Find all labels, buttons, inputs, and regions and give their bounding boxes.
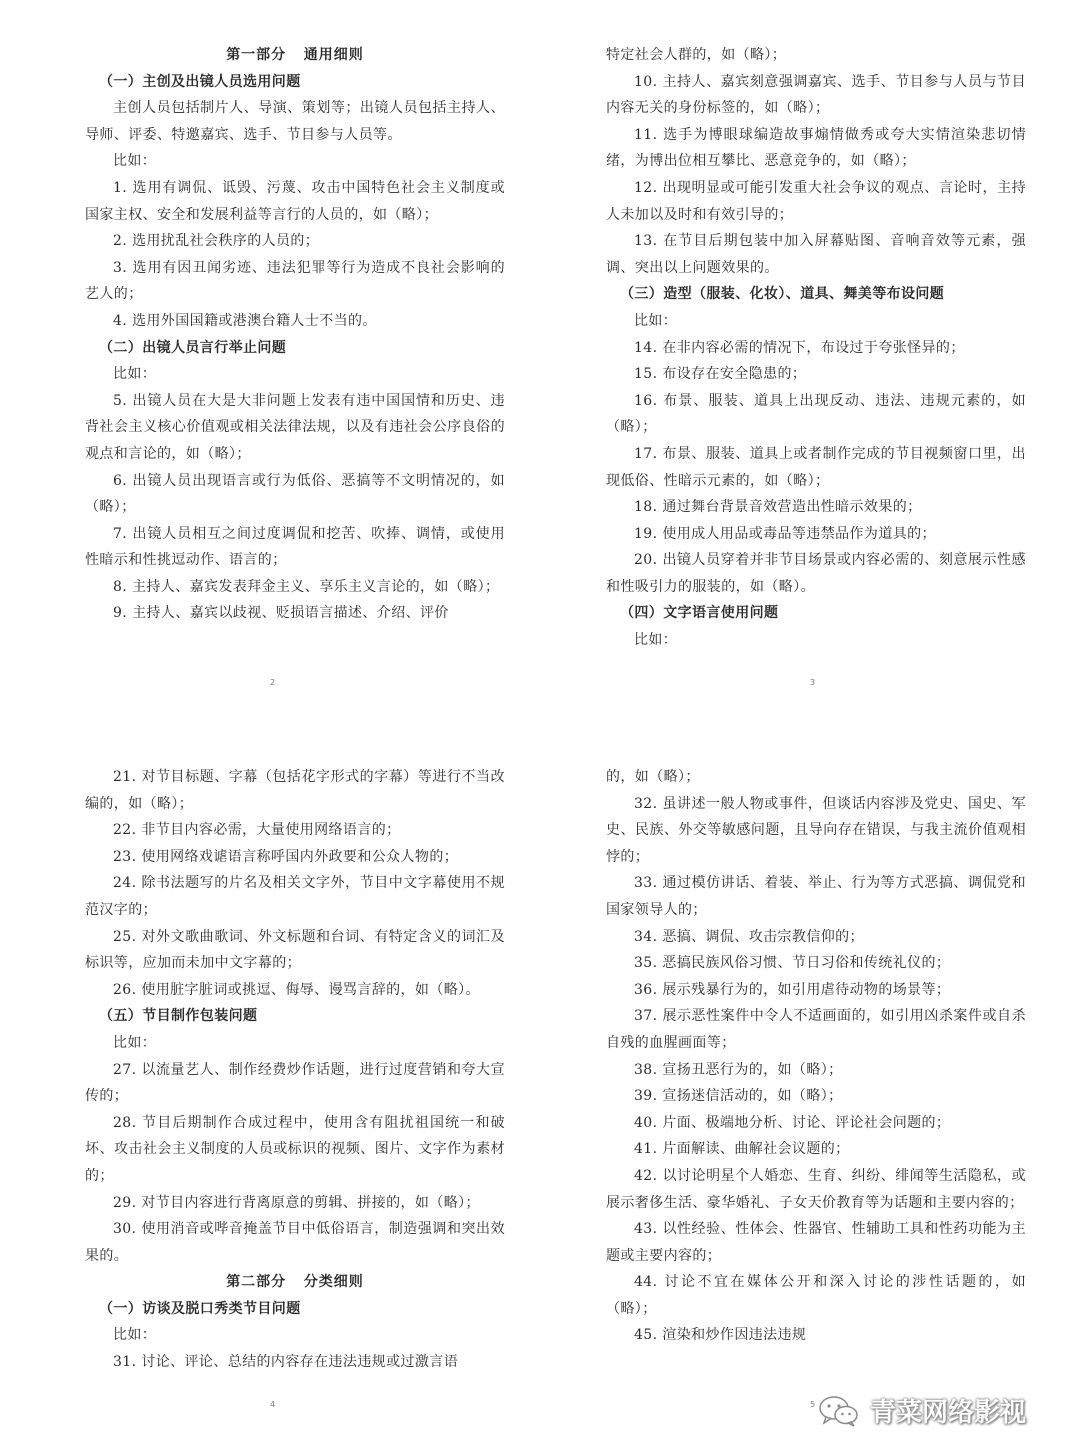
paragraph: 25. 对外文歌曲歌词、外文标题和台词、有特定含义的词汇及标识等，应加而未加中文字幕的； (85, 928, 505, 972)
paragraph: 1. 选用有调侃、诋毁、污蔑、攻击中国特色社会主义制度或国家主权、安全和发展利益等言行的人员的，如（略）； (85, 179, 505, 223)
paragraph: 比如： (113, 1327, 157, 1344)
paragraph: 27. 以流量艺人、制作经费炒作话题，进行过度营销和夸大宣传的； (85, 1061, 505, 1105)
paragraph: 14. 在非内容必需的情况下，布设过于夸张怪异的； (634, 339, 965, 356)
paragraph: 主创人员包括制片人、导演、策划等；出镜人员包括主持人、导师、评委、特邀嘉宾、选手、节目参与人员等。 (85, 100, 505, 143)
paragraph: 38. 宣扬丑恶行为的，如（略）； (634, 1061, 843, 1078)
paragraph: 24. 除书法题写的片名及相关文字外，节目中文字幕使用不规范汉字的； (85, 875, 505, 918)
paragraph: 28. 节目后期制作合成过程中，使用含有阻扰祖国统一和破坏、攻击社会主义制度的人员或标识的视频、图片、文字作为素材的； (85, 1114, 505, 1184)
paragraph: 7. 出镜人员相互之间过度调侃和挖苦、吹捧、调情，或使用性暗示和性挑逗动作、语言的； (85, 525, 505, 569)
paragraph: 29. 对节目内容进行背离原意的剪辑、拼接的，如（略）； (113, 1194, 480, 1211)
paragraph: 42. 以讨论明星个人婚恋、生育、纠纷、绯闻等生活隐私，或展示奢侈生活、豪华婚礼、子女天价教育等为话题和主要内容的； (606, 1167, 1026, 1211)
section-heading: （二）出镜人员言行举止问题 (99, 339, 287, 356)
paragraph: 22. 非节目内容必需，大量使用网络语言的； (113, 822, 401, 839)
paragraph: 比如： (113, 1034, 157, 1051)
paragraph: 12. 出现明显或可能引发重大社会争议的观点、言论时，主持人未加以及时和有效引导的； (606, 179, 1026, 223)
paragraph: 33. 通过模仿讲话、着装、举止、行为等方式恶搞、调侃党和国家领导人的； (606, 875, 1026, 918)
paragraph: 31. 讨论、评论、总结的内容存在违法违规或过激言语 (113, 1354, 459, 1371)
paragraph: 36. 展示残暴行为的，如引用虐待动物的场景等； (634, 981, 951, 998)
paragraph: 40. 片面、极端地分析、讨论、评论社会问题的； (634, 1114, 951, 1131)
paragraph: 13. 在节目后期包装中加入屏幕贴图、音响音效等元素，强调、突出以上问题效果的。 (606, 233, 1026, 276)
paragraph: 比如： (634, 632, 678, 649)
paragraph: 32. 虽讲述一般人物或事件，但谈话内容涉及党史、国史、军史、民族、外交等敏感问题，且导向存在错误，与我主流价值观相悖的； (606, 795, 1026, 865)
paragraph: 17. 布景、服装、道具上或者制作完成的节目视频窗口里，出现低俗、性暗示元素的，如（略）； (606, 445, 1026, 489)
paragraph: 16. 布景、服装、道具上出现反动、违法、违规元素的，如（略）； (606, 392, 1026, 436)
paragraph: 34. 恶搞、调侃、攻击宗教信仰的； (634, 928, 864, 945)
paragraph: 2. 选用扰乱社会秩序的人员的； (113, 233, 320, 250)
paragraph: 15. 布设存在安全隐患的； (634, 366, 807, 383)
watermark-text: 青菜网络影视 (870, 1398, 1027, 1428)
paragraph: 9. 主持人、嘉宾以歧视、贬损语言描述、介绍、评价 (113, 605, 449, 622)
paragraph: 21. 对节目标题、字幕（包括花字形式的字幕）等进行不当改编的，如（略）； (85, 769, 505, 812)
paragraph: 39. 宣扬迷信活动的，如（略）； (634, 1088, 843, 1105)
paragraph: 8. 主持人、嘉宾发表拜金主义、享乐主义言论的，如（略）； (113, 578, 500, 595)
document-page-3 (606, 42, 1026, 654)
paragraph: 19. 使用成人用品或毒品等违禁品作为道具的； (634, 525, 936, 542)
paragraph: 44. 讨论不宜在媒体公开和深入讨论的涉性话题的，如（略）； (606, 1274, 1026, 1317)
paragraph: 30. 使用消音或哔音掩盖节目中低俗语言，制造强调和突出效果的。 (85, 1221, 505, 1264)
paragraph: 43. 以性经验、性体会、性器官、性辅助工具和性药功能为主题或主要内容的； (606, 1221, 1026, 1264)
page-number: 2 (270, 678, 276, 687)
wechat-icon (818, 1394, 860, 1428)
page-number: 3 (810, 678, 816, 687)
section-heading: （一）访谈及脱口秀类节目问题 (99, 1300, 301, 1317)
document-page-2 (85, 42, 505, 627)
paragraph: 比如： (634, 312, 678, 329)
paragraph: 的，如（略）； (606, 769, 700, 785)
section-heading: （五）节目制作包装问题 (99, 1008, 258, 1025)
paragraph: 6. 出镜人员出现语言或行为低俗、恶搞等不文明情况的，如（略）； (85, 472, 505, 516)
section-heading: （四）文字语言使用问题 (620, 605, 779, 622)
paragraph: 35. 恶搞民族风俗习惯、节日习俗和传统礼仪的； (634, 955, 951, 972)
page-number: 5 (810, 1400, 816, 1409)
paragraph: 20. 出镜人员穿着并非节目场景或内容必需的、刻意展示性感和性吸引力的服装的，如（略）。 (606, 552, 1026, 595)
paragraph: 26. 使用脏字脏词或挑逗、侮辱、谩骂言辞的，如（略）。 (113, 981, 480, 998)
paragraph: 特定社会人群的，如（略）； (606, 47, 787, 63)
section-heading: （三）造型（服装、化妆）、道具、舞美等布设问题 (620, 286, 945, 303)
document-page-5 (606, 764, 1026, 1349)
paragraph: 45. 渲染和炒作因违法违规 (634, 1327, 807, 1344)
paragraph: 11. 选手为博眼球编造故事煽情做秀或夸大实情渲染悲切情绪，为博出位相互攀比、恶意竞争的，如（略）； (606, 126, 1026, 170)
paragraph: 4. 选用外国国籍或港澳台籍人士不当的。 (113, 312, 377, 329)
paragraph: 3. 选用有因丑闻劣迹、违法犯罪等行为造成不良社会影响的艺人的； (85, 259, 505, 303)
paragraph: 10. 主持人、嘉宾刻意强调嘉宾、选手、节目参与人员与节目内容无关的身份标签的，如（略）； (606, 73, 1026, 117)
page-number: 4 (270, 1400, 276, 1409)
part-heading: 第二部分 分类细则 (226, 1274, 364, 1291)
paragraph: 37. 展示恶性案件中令人不适画面的，如引用凶杀案件或自杀自残的血腥画面等； (606, 1008, 1026, 1051)
paragraph: 比如： (113, 366, 157, 383)
paragraph: 18. 通过舞台背景音效营造出性暗示效果的； (634, 499, 922, 516)
part-heading: 第一部分 通用细则 (226, 47, 364, 63)
document-page-4 (85, 764, 505, 1376)
watermark (818, 1392, 1026, 1429)
paragraph: 比如： (113, 153, 157, 170)
paragraph: 23. 使用网络戏谑语言称呼国内外政要和公众人物的； (113, 848, 459, 865)
paragraph: 5. 出镜人员在大是大非问题上发表有违中国国情和历史、违背社会主义核心价值观或相关法律法规，以及有违社会公序良俗的观点和言论的，如（略）； (85, 392, 505, 462)
paragraph: 41. 片面解读、曲解社会议题的； (634, 1141, 850, 1158)
section-heading: （一）主创及出镜人员选用问题 (99, 73, 301, 90)
